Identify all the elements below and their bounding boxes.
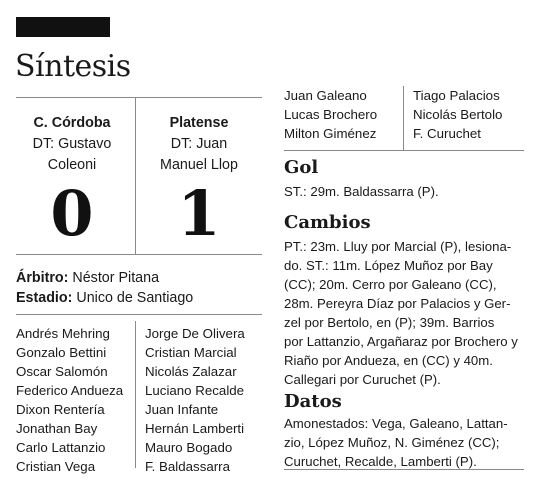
list-item: F. Baldassarra [145,459,230,474]
datos-line: Amonestados: Vega, Galeano, Lattan- [284,416,508,431]
away-score: 1 [177,177,221,250]
home-coach-line-1: DT: Gustavo [32,136,112,152]
datos-line: zio, López Muñoz, N. Giménez (CC); [284,435,500,450]
datos-heading: Datos [284,391,342,412]
home-lineup-continued [284,86,377,143]
gol-heading: Gol [284,157,319,178]
cambios-line: zel por Bertolo, en (P); 39m. Barrios [284,315,495,330]
away-coach-line-2: Manuel Llop [160,157,238,173]
stadium-row [16,288,193,308]
list-item: Juan Infante [145,402,219,417]
list-item: Nicolás Zalazar [145,364,237,379]
list-item: Andrés Mehring [16,326,110,341]
divider-teams [135,97,136,254]
gol-text [284,182,526,201]
cambios-line: do. ST.: 11m. López Muñoz por Bay [284,258,493,273]
home-lineup [16,324,123,476]
away-team [143,113,255,176]
cambios-text [284,237,526,389]
cambios-line: Callegari por Curuchet (P). [284,372,441,387]
list-item: Lucas Brochero [284,107,378,122]
cambios-line: por Lattanzio, Argañaraz por Brochero y [284,334,518,349]
home-score: 0 [50,177,94,250]
away-lineup [145,324,245,476]
home-team-name: C. Córdoba [33,115,111,131]
divider-officials [16,254,262,255]
list-item: Tiago Palacios [413,88,500,103]
cambios-line: Riaño por Andueza, en (CC) y 40m. [284,353,493,368]
list-item: Dixon Rentería [16,402,105,417]
home-coach-line-2: Coleoni [47,157,97,173]
list-item: Jorge De Olivera [145,326,245,341]
list-item: Jonathan Bay [16,421,98,436]
cambios-heading: Cambios [284,212,371,233]
list-item: F. Curuchet [413,126,481,141]
list-item: Luciano Recalde [145,383,245,398]
divider-bottom [284,469,524,470]
away-lineup-continued [413,86,502,143]
datos-text [284,414,526,471]
list-item: Oscar Salomón [16,364,108,379]
page-title: Síntesis [15,49,131,84]
cambios-line: (CC); 20m. Cerro por Galeano (CC), [284,277,497,292]
list-item: Cristian Vega [16,459,96,474]
referee-label: Árbitro: [16,270,69,286]
section-marker-bar [16,17,110,37]
list-item: Cristian Marcial [145,345,237,360]
list-item: Milton Giménez [284,126,377,141]
home-team [16,113,128,176]
divider-right-top [284,150,524,151]
away-team-name: Platense [169,115,229,131]
stadium-label: Estadio: [16,290,73,306]
gol-line: ST.: 29m. Baldassarra (P). [284,184,439,199]
list-item: Gonzalo Bettini [16,345,107,360]
divider-lineups [16,314,262,315]
list-item: Mauro Bogado [145,440,233,455]
datos-line: Curuchet, Recalde, Lamberti (P). [284,454,477,469]
list-item: Carlo Lattanzio [16,440,106,455]
away-coach-line-1: DT: Juan [170,136,228,152]
divider-lineups-continued [403,86,404,150]
divider-top [16,97,262,98]
cambios-line: 28m. Pereyra Díaz por Palacios y Ger- [284,296,511,311]
divider-lineups-vertical [135,321,136,468]
list-item: Juan Galeano [284,88,367,103]
list-item: Nicolás Bertolo [413,107,503,122]
stadium-name: Unico de Santiago [76,290,194,306]
referee-row [16,268,159,288]
list-item: Federico Andueza [16,383,124,398]
list-item: Hernán Lamberti [145,421,245,436]
referee-name: Néstor Pitana [72,270,160,286]
cambios-line: PT.: 23m. Lluy por Marcial (P), lesiona- [284,239,512,254]
